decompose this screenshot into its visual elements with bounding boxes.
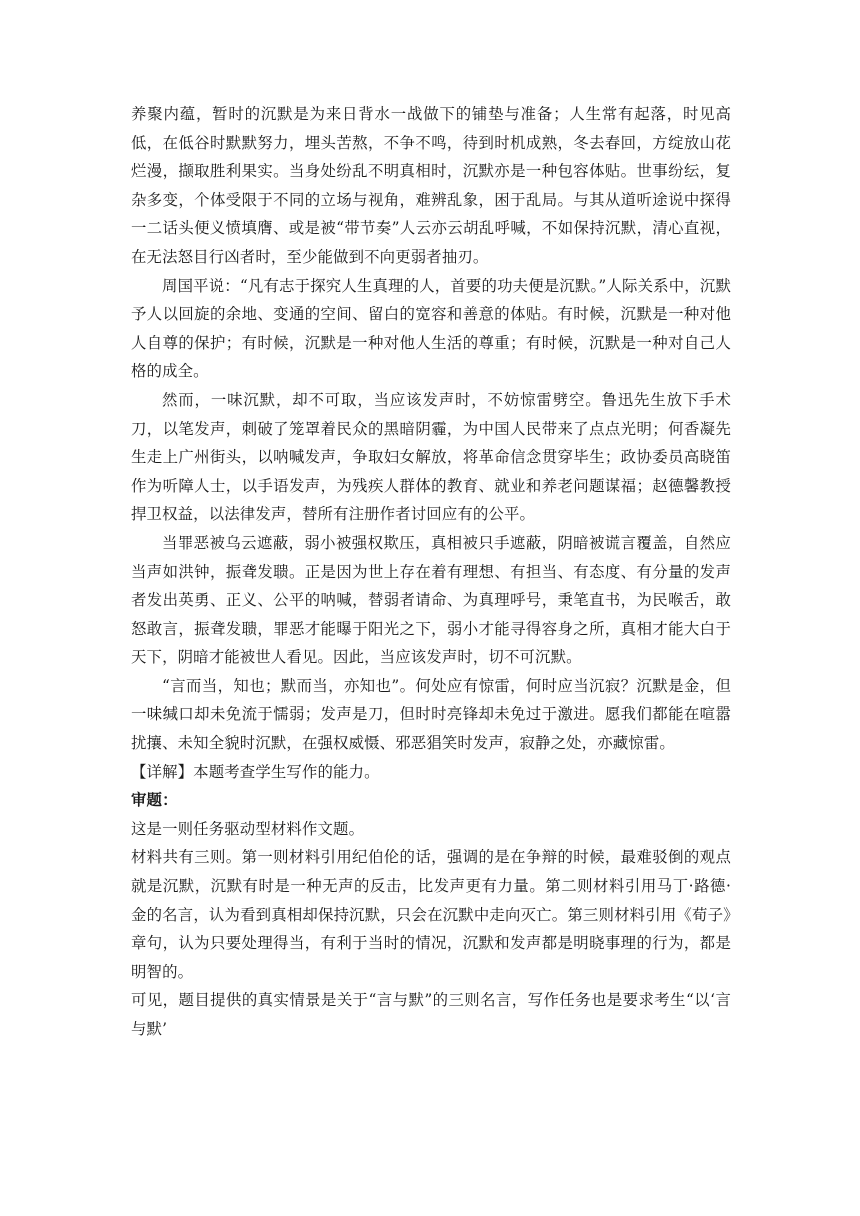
paragraph-8: 这是一则任务驱动型材料作文题。	[131, 819, 365, 838]
section-heading-shenti: 审题：	[131, 791, 178, 810]
paragraph-5: “言而当，知也；默而当，亦知也”。何处应有惊雷，何时应当沉寂？沉默是金，但一味缄口却未免流于懦弱；发声是刀，但时时亮锋却未免过于激进。愿我们都能在喧嚣扰攘、未知全貌时沉默，在强权威慑、邪恶猖笑时发声，寂静之处，亦藏惊雷。	[131, 676, 731, 753]
paragraph-1: 养聚内蕴，暂时的沉默是为来日背水一战做下的铺垫与准备；人生常有起落，时见高低，在低谷时默默努力，埋头苦熬，不争不鸣，待到时机成熟，冬去春回，方绽放山花烂漫，撷取胜利果实。当身处纷乱不明真相时，沉默亦是一种包容体贴。世事纷纭，复杂多变，个体受限于不同的立场与视角，难辨乱象，困于乱局。与其从道听途说中探得一二话头便义愤填膺、或是被“带节奏”人云亦云胡乱呼喊，不如保持沉默，清心直视，在无法怒目行凶者时，至少能做到不向更弱者抽刃。	[131, 105, 731, 266]
paragraph-4: 当罪恶被乌云遮蔽，弱小被强权欺压，真相被只手遮蔽，阴暗被谎言覆盖，自然应当声如洪钟，振聋发聩。正是因为世上存在着有理想、有担当、有态度、有分量的发声者发出英勇、正义、公平的呐喊，替弱者请命、为真理呼号，秉笔直书，为民喉舌，敢怒敢言，振聋发聩，罪恶才能曝于阳光之下，弱小才能寻得容身之所，真相才能大白于天下，阴暗才能被世人看见。因此，当应该发声时，切不可沉默。	[131, 533, 731, 667]
detail-heading: 【详解】本题考查学生写作的能力。	[131, 762, 380, 781]
paragraph-10: 可见，题目提供的真实情景是关于“言与默”的三则名言，写作任务也是要求考生“以‘言与默’	[131, 991, 731, 1038]
paragraph-3: 然而，一味沉默，却不可取，当应该发声时，不妨惊雷劈空。鲁迅先生放下手术刀，以笔发声，刺破了笼罩着民众的黑暗阴霾，为中国人民带来了点点光明；何香凝先生走上广州街头，以呐喊发声，争取妇女解放，将革命信念贯穿毕生；政协委员高晓笛作为听障人士，以手语发声，为残疾人群体的教育、就业和养老问题谋福；赵德馨教授捍卫权益，以法律发声，替所有注册作者讨回应有的公平。	[131, 390, 731, 524]
document-page	[131, 100, 731, 1044]
paragraph-9: 材料共有三则。第一则材料引用纪伯伦的话，强调的是在争辩的时候，最难驳倒的观点就是沉默，沉默有时是一种无声的反击，比发声更有力量。第二则材料引用马丁·路德·金的名言，认为看到真相却保持沉默，只会在沉默中走向灭亡。第三则材料引用《荀子》章句，认为只要处理得当，有利于当时的情况，沉默和发声都是明晓事理的行为，都是明智的。	[131, 848, 731, 981]
paragraph-2: 周国平说：“凡有志于探究人生真理的人，首要的功夫便是沉默。”人际关系中，沉默予人以回旋的余地、变通的空间、留白的宽容和善意的体贴。有时候，沉默是一种对他人自尊的保护；有时候，沉默是一种对他人生活的尊重；有时候，沉默是一种对自己人格的成全。	[131, 276, 731, 381]
